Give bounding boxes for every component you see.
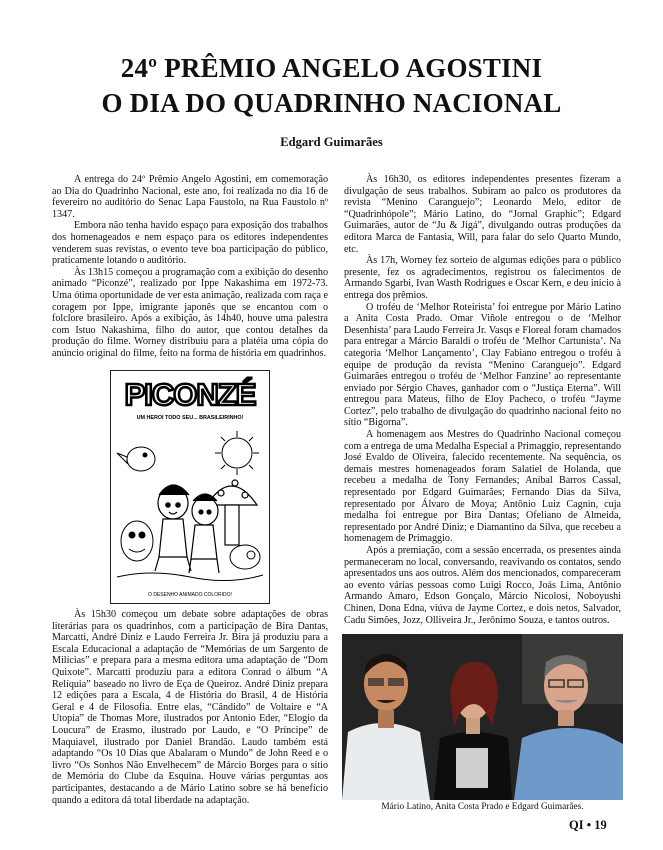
article-author: Edgard Guimarães [280, 135, 383, 149]
piconze-tagline: UM HEROI TODO SEU... BRASILEIRINHO! [136, 415, 244, 421]
piconze-illustration [110, 370, 270, 604]
article-title-line-2: O DIA DO QUADRINHO NACIONAL [101, 88, 562, 118]
paragraph: Embora não tenha havido espaço para exposição dos trabalhos dos homenageados e nem espaço para os editores independentes venderem suas revistas, o evento teve boa participação do público, praticamente lotando o auditório. [52, 220, 328, 267]
piconze-logo: PICONZÉ [124, 377, 256, 412]
article-title-line-1: 24º PRÊMIO ANGELO AGOSTINI [120, 53, 543, 83]
paragraph: Às 13h15 começou a programação com a exibição do desenho animado “Piconzé”, realizado por Ippe Nakashima em 1972-73. Uma ótima oportunidade de ver esta animação, realizada com raça e coragem por Ippe, imigrante japonês que se encantou com o folclore brasileiro. Após a exibição, às 14h40, houve uma palestra com Istuo Nakashima, filho do autor, que contou detalhes da produção do filme. Worney distribuiu para a platéia uma cópia do anúncio original do filme, feito na forma de história em quadrinhos. [52, 266, 328, 359]
paragraph: Às 15h30 começou um debate sobre adaptações de obras literárias para os quadrinhos, com a participação de Bira Dantas, Marcatti, André Diniz e Laudo Ferreira Jr. Bira já produziu para a Escala Educacional a adaptação de “Memórias de um Sargento de Milícias” e prepara para a mesma editora uma adaptação de “Dom Quixote”. Marcatti produziu para a editora Conrad o álbum “A Relíquia” baseado no livro de Eça de Queiroz. André Diniz prepara 12 edições para a Escala, 4 de História do Brasil, 4 de História Geral e 4 de Filosofia. Entre elas, “Cândido” de Voltaire e “A Utopia” de Thomas More, ilustrados por Antonio Eder, “Elogio da Loucura” de Erasmo, ilustrado por Laudo, e “O Príncipe” de Maquiavel, ilustrado por Daniel Brandão. Laudo também está adaptando “Os 10 Dias que Abalaram o Mundo” de John Reed e o livro “Os Sonhos Não Envelhecem” de Márcio Borges para o sítio de Memória do Clube da Esquina. Houve várias perguntas aos participantes, destacando a de Mário Latino sobre se há benefício quando a editora dá total liberdade na adaptação. [52, 609, 328, 806]
paragraph: Às 16h30, os editores independentes presentes fizeram a divulgação de seus trabalhos. Subiram ao palco os produtores da revista “Menino Caranguejo”; Leonardo Melo, editor de “Quadrinhópole”; Mário Latino, do “Jornal Graphic”; Edgard Guimarães, autor de “Ju & Jigá”, divulgando outras produções da editora Marca de Fantasia, Will, para falar do selo Quarto Mundo, etc. [344, 174, 621, 255]
left-column-bottom [52, 609, 328, 806]
page-number: QI • 19 [569, 818, 607, 832]
paragraph: A entrega do 24º Prêmio Angelo Agostini, em comemoração ao Dia do Quadrinho Nacional, este ano, foi realizada no dia 16 de fevereiro no auditório do Senac Lapa Faustolo, na Rua Faustolo nº 1347. [52, 174, 328, 220]
bird-drawing [117, 447, 155, 471]
event-photo [342, 634, 623, 800]
paragraph: A homenagem aos Mestres do Quadrinho Nacional começou com a entrega de uma Medalha Especial a Primaggio, representando José Evaldo de Oliveira, falecido recentemente. Na sequência, os demais mestres homenageados foram Salatiel de Holanda, que recebeu a medalha de Tony Fernandes; Aníbal Barros Cassal, representado por Edgard Guimarães; Fernando Dias da Silva, representado por Álvaro de Moya; Antônio Luiz Cagnin, cuja medalha foi entregue por Bira Dantas; Ofeliano de Almeida, representado por André Diniz; e Diamantino da Silva, que recebeu a homenagem de Primaggio. [344, 429, 621, 545]
photo-caption: Mário Latino, Anita Costa Prado e Edgard Guimarães. [381, 802, 584, 812]
right-column [344, 174, 621, 626]
pig-drawing [230, 545, 260, 569]
piconze-bottom-text: O DESENHO ANIMADO COLORIDO! [148, 592, 232, 598]
sun-drawing [215, 431, 259, 475]
creature-drawing [121, 521, 153, 561]
paragraph: Após a premiação, com a sessão encerrada, os presentes ainda permaneceram no local, conversando, reavivando os contatos, sendo apresentados uns aos outros. Além dos mencionados, compareceram ao evento várias pessoas como Luigi Rocco, Joás Lima, Antônio Armando Amaro, Edson Gonçalo, Márcio Nicolosi, Noboyushi Chinen, Dona Edna, viúva de Jayme Cortez, e dois netos, Salvador, Cadu Simões, Jozz, Olliveira Jr., Jerônimo Souza, e tantos outros. [344, 545, 621, 626]
main-characters-drawing [155, 485, 219, 573]
left-column-top [52, 174, 328, 360]
paragraph: Às 17h, Worney fez sorteio de algumas edições para o público presente, fez os agradecimentos, registrou os falecimentos de Armando Sgarbi, Ivan Wasth Rodrigues e Oscar Kern, e deu início à entrega dos prêmios. [344, 255, 621, 301]
paragraph: O troféu de ‘Melhor Roteirista’ foi entregue por Mário Latino a Anita Costa Prado. Omar Viñole entregou o de ‘Melhor Desenhista’ para Laudo Ferreira Jr. Vasqs e Floreal foram chamados para entregar a Márcio Baraldi o troféu de ‘Melhor Cartunista’. Na categoria ‘Melhor Lançamento’, Clay Fabiano entregou o troféu à equipe de produção da revista “Menino Caranguejo”. Edgard Guimarães entregou o troféu de ‘Melhor Fanzine’ ao representante enviado por Sérgio Chaves, ganhador com o “Justiça Eterna”. Will entregou para Mateus, filho de Eloy Pacheco, o troféu “Jayme Cortez”, pelo trabalho de divulgação do quadrinho nacional feito no sítio “Bigorna”. [344, 301, 621, 429]
